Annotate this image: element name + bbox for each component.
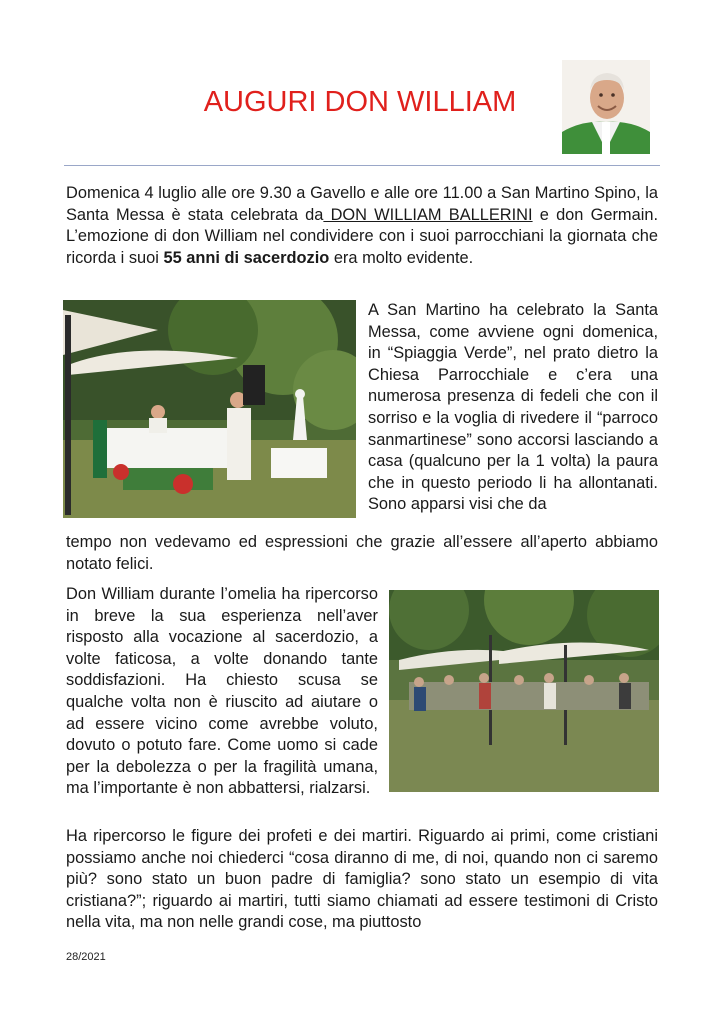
section3-paragraph: Don William durante l’omelia ha ripercorso in breve la sua esperienza nell’aver risposto alla vocazione al sacerdozio, a volte faticosa, a volte donando tante soddisfazioni. Ha chiesto scusa se qualche volta non è riuscito ad aiutare o ad essere vicino come avrebbe voluto, dovuto o potuto fare. Come uomo si cade per la debolezza o per la fragilità umana, ma l’importante è non abbattersi, rialzarsi. bbox=[66, 585, 378, 798]
intro-text: era molto evidente. bbox=[329, 248, 474, 267]
section2-paragraph-continued: tempo non vedevamo ed espressioni che grazie all’essere all’aperto abbiamo notato felici. bbox=[66, 533, 658, 573]
congregation-photo bbox=[389, 590, 659, 792]
portrait-photo bbox=[562, 60, 650, 154]
priest-name-link[interactable]: DON WILLIAM BALLERINI bbox=[323, 205, 533, 224]
intro-paragraph bbox=[66, 183, 658, 269]
header-divider bbox=[64, 165, 660, 166]
intro-highlight: 55 anni di sacerdozio bbox=[163, 248, 330, 267]
section4-paragraph: Ha ripercorso le figure dei profeti e dei martiri. Riguardo ai primi, come cristiani possiamo anche noi chiederci “cosa diranno di me, di noi, quando non ci saremo più? sono stato un buon padre di famiglia? sono stato un esempio di vita cristiana?”; riguardo ai martiri, tutti siamo chiamati ad essere testimoni di Cristo nella vita, ma non nelle grandi cose, ma piuttosto bbox=[66, 827, 658, 932]
page-number: 28/2021 bbox=[66, 951, 106, 963]
mass-altar-photo bbox=[63, 300, 356, 518]
page-title: AUGURI DON WILLIAM bbox=[203, 86, 517, 118]
intro-text: Domenica 4 luglio alle ore 9.30 a Gavello e alle ore 11.00 a San Martino Spino, la Santa Messa è stata celebrata da bbox=[66, 184, 658, 224]
section2-paragraph: A San Martino ha celebrato la Santa Messa, come avviene ogni domenica, in “Spiaggia Verde”, nel prato dietro la Chiesa Parrocchiale e c’era una numerosa presenza di fedeli che con il sorriso e la voglia di rivedere il “parroco sanmartinese” sono accorsi lasciando a casa (qualcuno per la 1 volta) la paura che in questo periodo li ha allontanati. Sono apparsi visi che da bbox=[368, 301, 658, 514]
intro-text: e don Germain. L’emozione di don William nel condividere con i suoi parrocchiani la giornata che ricorda i suoi bbox=[66, 205, 659, 267]
